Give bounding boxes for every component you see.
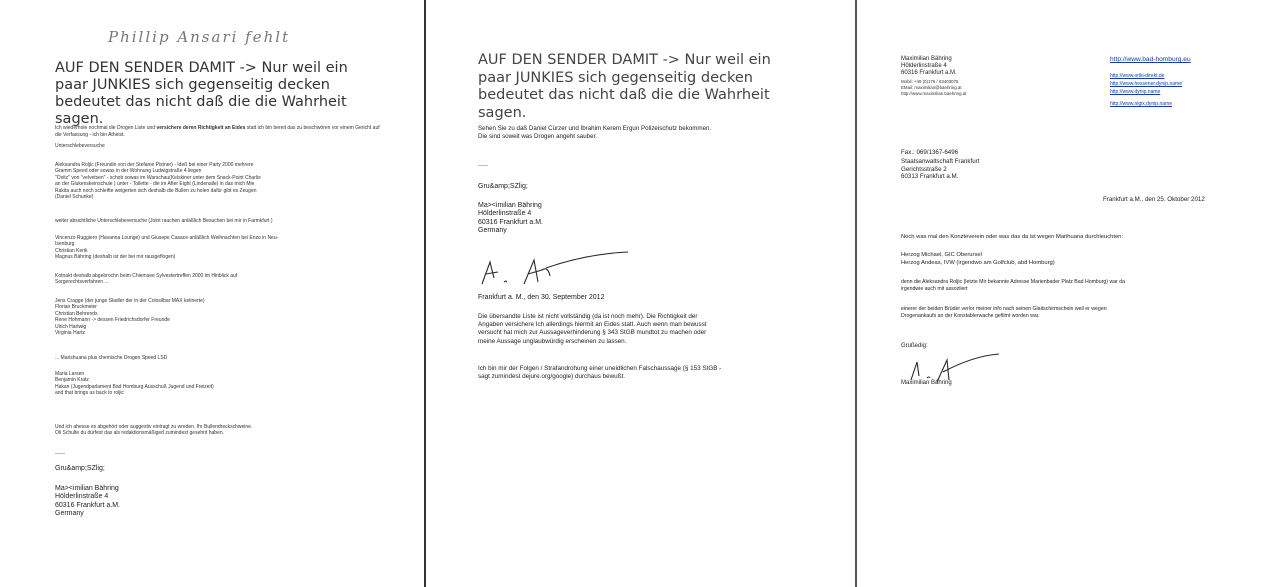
text-block-5: Jens Cragge (der junge Sladler der in der Colosilbar MAX kelinerte) Florian Bruckmeier Christian Behrends Rene Hohmann -> dessen Friedrichsdorfer Freunde Ulrich Hartwig Virginia Hartz [55,298,205,337]
text-block-6: ... Marishuana plus chemische Drogen Speed LSD [55,355,168,361]
text-block-7: Maria Larsen Benjamin Kratz Hakan (Jugendparlament Bad Homburg Ausschuß Jugend und Freizeit) and that brings us back to roljic [55,371,214,397]
sender-web: http://www.maximilian.baehring.at [901,91,967,96]
page3-para3: einerer der beiden Brüder verlor meiner info nach seinen Glaitschirmschein weil er wegen Drogenankaufs an der Konstablerwache gefilmt worden war. [901,306,1107,319]
handwritten-note: Phillip Ansari fehlt [108,28,291,46]
text-block-1: Aleksandra Roljic (Freundin von der Stefanie Pistner) - Ideß bei einer Party 2000 mehrere Gramm Speed oder sowas in der Wohnung Ludwigstraße 4 liegen "Oxitz" von "velvetsen" - schob sowas im Warschau(Kelskiner unter dem Snack-Point Charlie an der Glukenskeinschule ) unter - Toilette - die im After Eight (Lindenalle) in das mich Mie Rakita auch noch schleifte weigerten sich deshalb die Bullen zu holen dafür gibt es Zeugen (Daniel Schunke) [55,162,261,201]
page1-heading: AUF DEN SENDER DAMIT -> Nur weil ein paar JUNKIES sich gegenseitig decken bedeutet das nicht daß die die Wahrheit sagen. [55,60,348,127]
sender-email: EMail: maximilian@baehring.at [901,85,962,90]
link-dynip[interactable]: http://www.dynip.name [1110,89,1161,95]
page1-closing: Gru&amp;SZlig; [55,465,105,472]
text-block-3: Vincenzo Ruggiero (Havanna Lounge) und Giusepe Casace anläßlich Weihnachten bei Enzo in Neu- Isenburg Christian Kerik Magnus Bähring (deshalb ist der bei mir rausgeflogen) [55,235,279,261]
document-page-3 [859,0,1280,587]
link-nigix[interactable]: http://www.nigix.dynip.name [1110,101,1172,107]
link-hessener[interactable]: http://www.hessener.dynip.name [1110,81,1182,87]
page2-date-line: Frankfurt a. M., den 30. September 2012 [478,294,605,301]
recipient-address: Staatsanwaltschaft Frankfurt Gerichtsstraße 2 60313 Frankfurt a.M. [901,158,980,181]
intro-rest: statt ich bin bereit das zu beschwören vor einem Gericht auf die Verfassung - ich bin Atheist. [55,125,380,138]
signature-mark [476,248,636,290]
document-page-1 [0,0,426,587]
page2-dashes: ------ [478,163,488,169]
page3-names: Herzog Michael, GIC Oberursel Herzog Andeas, IVW (irgendwo am Golfclub, abd Homburg) [901,252,1055,266]
link-bad-homburg[interactable]: http://www.bad-homburg.eu [1110,56,1191,63]
intro-bold: versichere deren Richtigkeit an Eides [156,125,246,132]
sender-mobile: Mobil: +49 (0)176 / 63403075 [901,79,959,84]
intro-plain: Ich wiederhole nochmal die Drogen Liste und [55,125,157,132]
document-page-2 [428,0,857,587]
page1-intro [55,119,385,138]
signature-name: Maximilian Bähring [901,380,952,386]
page3-para2: denn die Aleksandra Roljic (letzte Mir bekannte Adresse Marienbader Platz Bad Homburg) war da irgendwie auch mit assoziiert [901,279,1126,292]
text-block-4: Kotnakt deshalb abgebrochn beim Chiemsee Sylvestertreffen 2000 im Hinblick auf Sorgerechtsverfahren ... [55,273,238,286]
link-oriki[interactable]: http://www.oriki-direkt.de [1110,73,1165,79]
page1-address: Ma><imilian Bähring Hölderlinstraße 4 60316 Frankfurt a.M. Germany [55,485,120,518]
text-block-8: Und ich ahesse es abgehört oder auggestiv eintragt zu wreden. Ihr Bullendreckschweine. Oli Schulte du dürfest das als redaktionsmäßiged zumindest gesehnt haben. [55,424,253,437]
page2-para2: Die übersandte Liste ist nicht vollständig (da ist noch mehr). Die Richtigkeit der Angaben versichere Ich allerdings hiermit an Eides statt. Auch wenn man bewusst versucht hat mich zur Aussageverhinderung § 343 StGB mundtot zu machen oder meine Aussage unglaubwürdig erscheinen zu lassen. [478,313,707,345]
page3-date-line: Frankfurt a.M., den 25. Oktober 2012 [1103,196,1205,203]
page1-dashes: ------ [55,451,65,457]
page3-para1: Noch was mal den Konzteverein oder was das da ist wegen Marihuana durchleuchten: [901,234,1124,240]
page2-address: Ma><imilian Bähring Hölderlinstraße 4 60316 Frankfurt a.M. Germany [478,202,543,235]
page2-para3: Ich bin mir der Folgen / Strafandrohung einer uneidlichen Falschaussage (§ 153 StGB - sagt zumindest dejure.org/google) durchaus bewußt. [478,365,722,381]
text-block-2: weiter absichtliche Unterschlebeversuche (Joint rauchen anläßlich Besuchen bei mir in Farmkfurt ) [55,218,273,224]
fax-number: Fax.: 069/1367-6496 [901,149,959,156]
page2-para1: Sehen Sie zu daß Daniel Cürzer und Ibrahim Kerem Ergun Polizeischutz bekommen. Die sind soweit was Drogen angeht sauber. [478,125,712,140]
sender-address: Maximilian Bähring Hölderlinstraße 4 60316 Frankfurt a.M. [901,56,957,77]
page2-heading: AUF DEN SENDER DAMIT -> Nur weil ein paar JUNKIES sich gegenseitig decken bedeutet das nicht daß die die Wahrheit sagen. [478,52,771,121]
page3-closing: Grußedig: [901,343,928,349]
page2-closing: Gru&amp;SZlig; [478,183,528,190]
section-title: Unterschlebeversuche [55,143,105,149]
